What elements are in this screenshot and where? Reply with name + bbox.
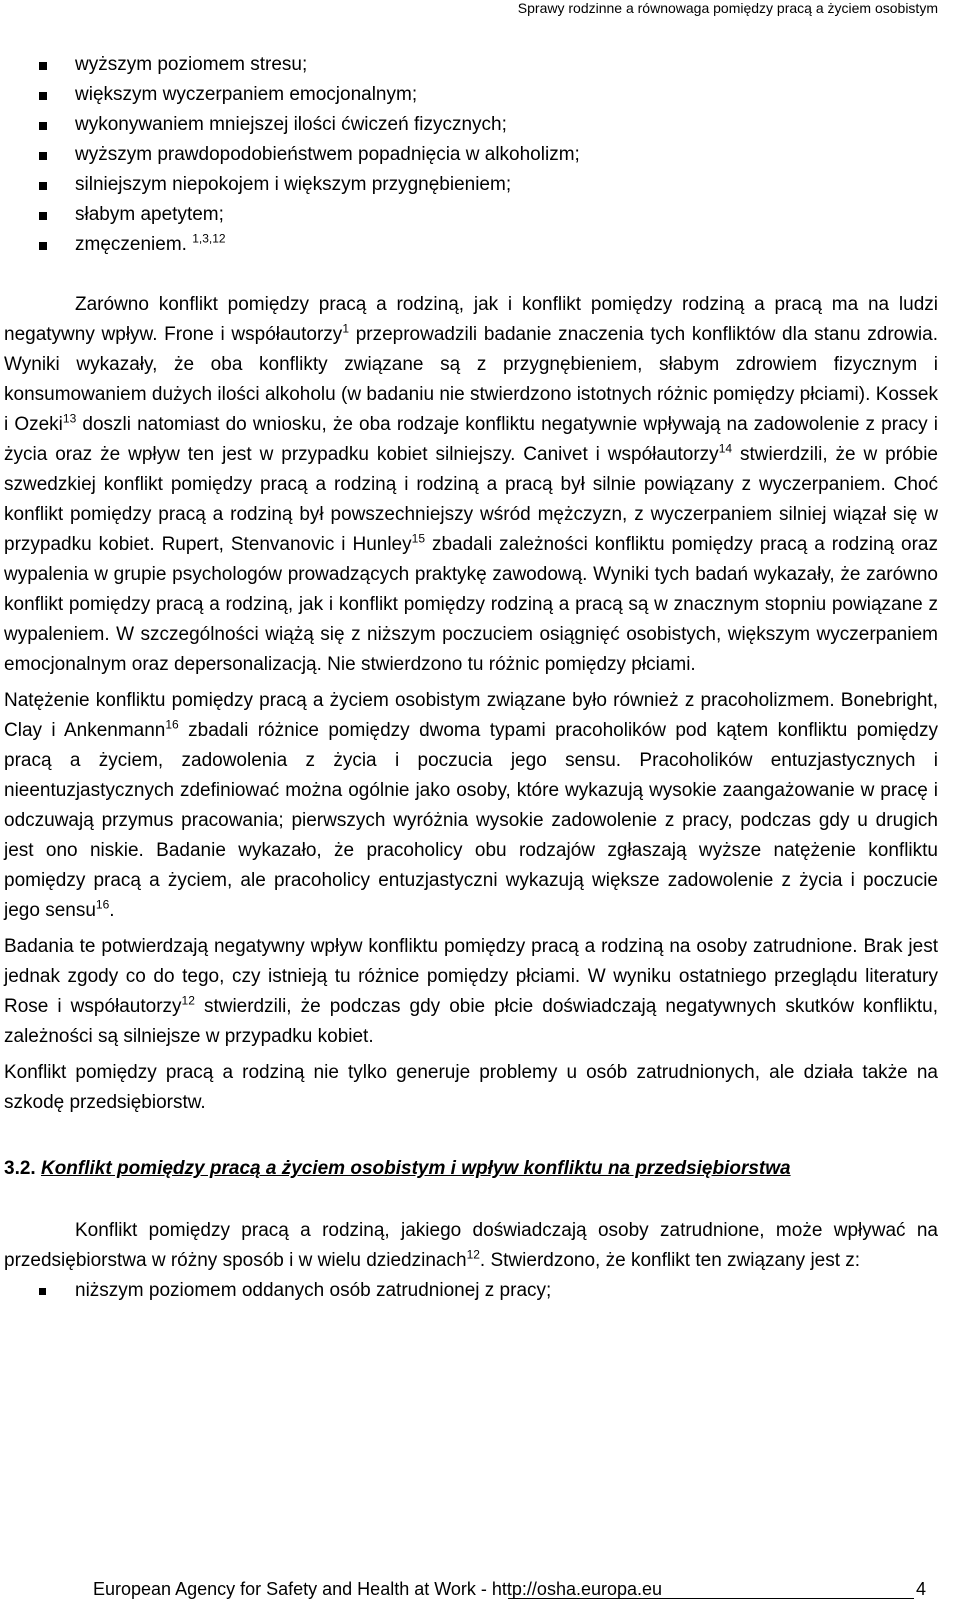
citation-sup: 13	[62, 411, 77, 426]
citation-sup: 12	[181, 993, 195, 1008]
footer-text	[93, 1578, 662, 1600]
list-item: wyższym poziomem stresu;	[4, 50, 938, 80]
page-header	[0, 0, 960, 20]
citation-sup: 12	[466, 1247, 480, 1262]
citation-sup: 16	[95, 897, 110, 912]
list-item: słabym apetytem;	[4, 200, 938, 230]
business-effects-list	[4, 1276, 938, 1306]
square-bullet-icon	[39, 212, 47, 220]
citation-sup: 1	[342, 321, 349, 336]
page-number: 4	[915, 1579, 926, 1599]
square-bullet-icon	[39, 1288, 46, 1295]
paragraph-gender-differences: Badania te potwierdzają negatywny wpływ konfliktu pomiędzy pracą a rodziną na osoby zatrudnione. Brak jest jednak zgody co do tego, czy istnieją tu różnice pomiędzy płciami. W wyniku ostatniego przeglądu literatury Rose i współautorzy$^{12}$ stwierdzili, że podczas gdy obie płcie doświadczają negatywnych skutków konfliktu, zależności są silniejsze w przypadku kobiet.	[4, 936, 938, 1047]
citation-sup: 16	[165, 717, 179, 732]
page-footer	[93, 1578, 926, 1600]
citation-sup: 14	[718, 441, 733, 456]
section-title: Konflikt pomiędzy pracą a życiem osobistym i wpływ konfliktu na przedsiębiorstwa	[40, 1158, 791, 1179]
footer-link[interactable]: http://osha.europa.eu	[491, 1579, 663, 1599]
square-bullet-icon	[39, 152, 47, 160]
section-number: 3.2.	[4, 1158, 36, 1179]
paragraph-health-effects: Zarówno konflikt pomiędzy pracą a rodziną, jak i konflikt pomiędzy rodziną a pracą ma na ludzi negatywny wpływ. Frone i współautorzy$^1$ przeprowadzili badanie znaczenia tych konfliktów dla stanu zdrowia. Wyniki wykazały, że oba konflikty związane są z przygnębieniem, słabym zdrowiem fizycznym i konsumowaniem dużych ilości alkoholu (w badaniu nie stwierdzono istotnych różnic pomiędzy płciami). Kossek i Ozeki$^{13}$ doszli natomiast do wniosku, że oba rodzaje konfliktu negatywnie wpływają na zadowolenie z pracy i życia oraz że wpływ ten jest w przypadku kobiet silniejszy. Canivet i współautorzy$^{14}$ stwierdzili, że w próbie szwedzkiej konflikt pomiędzy pracą a rodziną i rodziną a pracą był silnie powiązany z wyczerpaniem. Choć konflikt pomiędzy pracą a rodziną był powszechniejszy wśród mężczyzn, z wyczerpaniem silniej wiązał się w przypadku kobiet. Rupert, Stenvanovic i Hunley$^{15}$ zbadali zależności konfliktu pomiędzy pracą a rodziną oraz wypalenia w grupie psychologów prowadzących praktykę zawodową. Wyniki tych badań wykazały, że zarówno konflikt pomiędzy pracą a rodziną, jak i konflikt pomiędzy rodziną a pracą są w znacznym stopniu powiązane z wypaleniem. W szczególności wiążą się z niższym poczuciem osiągnięć osobistych, większym wyczerpaniem emocjonalnym oraz depersonalizacją. Nie stwierdzono tu różnic pomiędzy płciami.	[4, 294, 939, 675]
list-item: wyższym prawdopodobieństwem popadnięcia w alkoholizm;	[4, 140, 938, 170]
footer-agency: European Agency for Safety and Health at Work -	[93, 1579, 492, 1599]
page-content	[4, 50, 938, 1306]
paragraph-workaholism: Natężenie konfliktu pomiędzy pracą a życiem osobistym związane było również z pracoholizmem. Bonebright, Clay i Ankenmann$^{16}$ zbadali różnice pomiędzy dwoma typami pracoholików pod kątem konfliktu pomiędzy pracą a życiem, zadowolenia z życia i poczucia jego sensu. Pracoholików entuzjastycznych i nieentuzjastycznych zdefiniować można ogólnie jako osoby, które wykazują wysokie zaangażowanie w pracę i odczuwają przymus pracowania; pierwszych wyróżnia wysokie zadowolenie z pracy, podczas gdy u drugich jest ono niskie. Badanie wykazało, że pracoholicy obu rodzajów zgłaszają wyższe natężenie konfliktu pomiędzy pracą a życiem, ale pracoholicy entuzjastyczni wykazują większe zadowolenie z życia i poczucie jego sensu$^{16}$.	[4, 690, 938, 921]
square-bullet-icon	[39, 62, 47, 70]
section-heading	[4, 1154, 938, 1184]
square-bullet-icon	[39, 182, 47, 190]
list-item: zmęczeniem. $^{1,3,12}$	[4, 230, 938, 260]
paragraph-business-impact: Konflikt pomiędzy pracą a rodziną, jakiego doświadczają osoby zatrudnione, może wpływać na przedsiębiorstwa w różny sposób i w wielu dziedzinach$^{12}$. Stwierdzono, że konflikt ten związany jest z:	[4, 1220, 938, 1271]
square-bullet-icon	[39, 122, 47, 130]
consequences-list	[4, 50, 938, 260]
header-title: Sprawy rodzinne a równowaga pomiędzy pracą a życiem osobistym	[517, 0, 938, 16]
list-item: silniejszym niepokojem i większym przygnębieniem;	[4, 170, 938, 200]
square-bullet-icon	[39, 242, 47, 250]
list-item: większym wyczerpaniem emocjonalnym;	[4, 80, 938, 110]
list-item: wykonywaniem mniejszej ilości ćwiczeń fizycznych;	[4, 110, 938, 140]
paragraph-business-harm: Konflikt pomiędzy pracą a rodziną nie tylko generuje problemy u osób zatrudnionych, ale działa także na szkodę przedsiębiorstw.	[4, 1062, 938, 1113]
list-item: niższym poziomem oddanych osób zatrudnionej z pracy;	[4, 1276, 938, 1306]
square-bullet-icon	[39, 92, 47, 100]
citation-sup: 15	[411, 531, 425, 546]
citation-sup: 1,3,12	[192, 231, 226, 246]
